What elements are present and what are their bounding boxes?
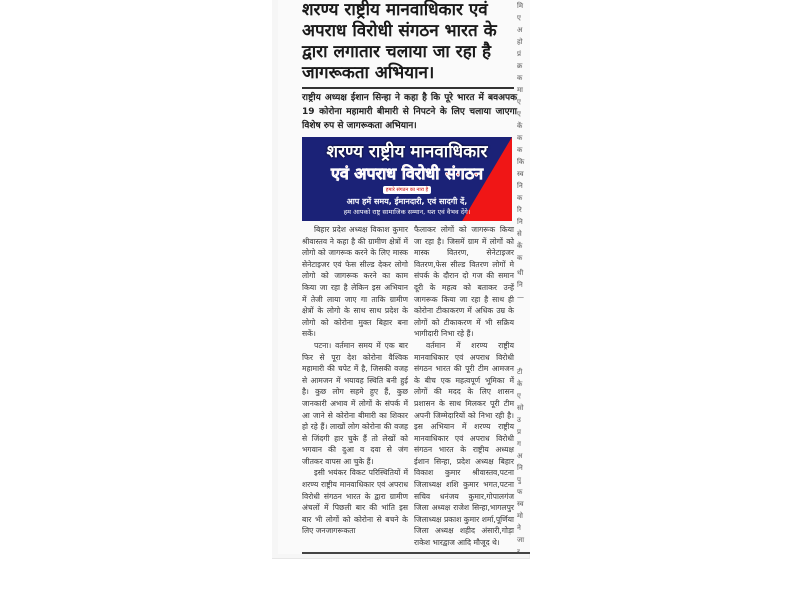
fragment-glyph: — (517, 293, 524, 301)
fragment-glyph: हो (517, 38, 523, 46)
article-column-1 (302, 224, 408, 549)
fragment-glyph: क (517, 254, 523, 262)
banner-tag: हमारे संगठन का नारा है (383, 186, 431, 194)
organization-banner-image (302, 137, 512, 221)
article-paragraph: वर्तमान में शरण्य राष्ट्रीय मानवाधिकार एवं अपराध विरोधी संगठन भारत की पूरी टीम आमजन के बीच एक महत्वपूर्ण भूमिका में लोगों की मदद के लिए शासन प्रशासन के साथ मिलकर पूरी टीम अपनी जिम्मेदारियों को निभा रही है। इस अभियान में शरण्य राष्ट्रीय मानवाधिकार एवं अपराध विरोधी संगठन भारत के राष्ट्रीय अध्यक्ष ईशान सिन्हा, प्रदेश अध्यक्ष बिहार विकाश कुमार श्रीवास्तव,पटना जिलाध्यक्ष शशि कुमार भगत,पटना सचिव धनंजय कुमार,गोपालगंज जिला अध्यक्ष राजेश सिन्हा,भागलपुर जिलाध्यक्ष प्रकाश कुमार शर्मा,पूर्णिया जिला अध्यक्ष शहीद अंसारी,गोड़ा राकेश भारद्वाज आदि मौजूद थे। (414, 340, 514, 548)
banner-line-2: एवं अपराध विरोधी संगठन (330, 164, 483, 183)
banner-line-3: आप हमें समय, ईमानदारी, एवं सादगी दें, (346, 197, 468, 206)
headline-divider (302, 87, 514, 89)
fragment-glyph: कें (517, 242, 523, 250)
fragment-glyph: नि (517, 182, 523, 190)
fragment-glyph: प्र (517, 428, 521, 436)
fragment-glyph: मि (517, 2, 523, 10)
fragment-glyph: कि (517, 158, 525, 166)
fragment-glyph: ए (517, 98, 521, 106)
fragment-glyph: ग (517, 440, 521, 448)
banner-line-4: हम आपको राष्ट्र सामाजिक सम्मान, यश एवं वैभव देंगे। (343, 208, 471, 216)
fragment-glyph: क (517, 134, 523, 142)
fragment-glyph: फ (517, 488, 523, 496)
fragment-glyph: रि (517, 206, 522, 214)
fragment-glyph: कें (517, 122, 523, 130)
newspaper-clipping (272, 0, 530, 559)
fragment-glyph: टी (517, 368, 523, 376)
fragment-glyph: नि (517, 218, 523, 226)
article-paragraph: फैलाकर लोगों को जागरूक किया जा रहा है। जिसमें ग्राम में लोगों को मास्क वितरण, सेनेटाइजर वितरण,फेस सील्ड वितरण लोगों मे संपर्क के दौरान दो गज की समान दूरी के महत्व को बताकर उन्हें जागरूक किया जा रहा है साथ ही कोरोना टीकाकरण में अधिक उम्र के लोगों को टीकाकरण में भी सक्रिय भागीदारी निभा रहे हैं। (414, 225, 514, 339)
subheadline: राष्ट्रीय अध्यक्ष ईशान सिन्हा ने कहा है कि पूरे भारत में बवअपक 19 कोरोना महामारी बीमारी से निपटने के लिए चलाया जाएगा विशेष रुप से जागरूकता अभियान। (302, 93, 517, 131)
banner-line-1: शरण्य राष्ट्रीय मानवाधिकार (326, 142, 488, 162)
clipping-paper (278, 0, 530, 554)
fragment-glyph: उ (517, 416, 521, 424)
fragment-glyph: ने (517, 524, 521, 532)
headline: शरण्य राष्ट्रीय मानवाधिकार एवं अपराध विरोधी संगठन भारत के द्वारा लगातार चलाया जा रहा है जागरूकता अभियान। (302, 0, 497, 83)
fragment-glyph: के (517, 380, 523, 388)
fragment-glyph: क (517, 146, 523, 154)
fragment-glyph: सो (517, 404, 524, 412)
article-paragraph: बिहार प्रदेश अध्यक्ष विकाश कुमार श्रीवास्तव ने कहा है की ग्रामीण क्षेत्रों में लोगो को जागरूक करने के लिए मास्क सेनेटाइजर एवं फेस सील्ड देकर लोगो लोगो को जागरूक करने का काम किया जा रहा है लेकिन इस अभियान में तेजी लाया जाए गा ताकि ग्रामीण क्षेत्रों के लोगो के साथ साथ प्रदेश के लोगो को कोरोना मुक्त बिहार बना सकें। (302, 225, 408, 339)
fragment-glyph: मा (517, 86, 523, 94)
fragment-glyph: अ (517, 26, 523, 34)
bottom-divider (302, 552, 530, 554)
fragment-glyph: नि (517, 464, 523, 472)
fragment-glyph: स्व (517, 500, 524, 508)
article (302, 0, 517, 554)
article-paragraph: पटना। वर्तमान समय में एक बार फिर से पूरा देश कोरोना वैश्विक महामारी की चपेट में है, जिसकी वजह से आमजन में भयावह स्थिति बनी हुई है। कुछ लोग सहमे हुए हैं, कुछ जानकारी अभाव में लोगों के संपर्क में आ जाने से कोरोना बीमारी का शिकार हो रहे हैं। लाखों लोग कोरोना की वजह से जिंदगी हार चुके हैं तो लेखों को भगवान की दुआ व दवा से जंग जीतकर वापस आ चुके हैं। (302, 340, 408, 466)
fragment-glyph: क (517, 194, 523, 202)
article-column-2 (414, 224, 514, 549)
fragment-glyph: अ (517, 452, 523, 460)
fragment-glyph: र (517, 548, 520, 556)
fragment-glyph: ए (517, 110, 521, 118)
fragment-glyph: ए (517, 392, 521, 400)
article-paragraph: इसी भयंकर विकट परिस्थितियों में शरण्य राष्ट्रीय मानवाधिकार एवं अपराध विरोधी संगठन भारत के द्वारा ग्रामीण अंचलों में पिछली बार की भांति इस बार भी लोगों को कोरोना से बचने के लिए जनजागरूकता (302, 468, 408, 536)
adjacent-column-fragment (517, 0, 531, 558)
fragment-glyph: प्रं (517, 50, 521, 58)
fragment-glyph: क (517, 74, 523, 82)
fragment-glyph: क्र (517, 62, 523, 70)
fragment-glyph: नि (517, 281, 523, 289)
article-columns (302, 224, 517, 549)
fragment-glyph: जा (517, 536, 525, 544)
fragment-glyph: पु (517, 476, 521, 484)
fragment-glyph: से (517, 230, 522, 238)
fragment-glyph: थी (517, 269, 524, 277)
fragment-glyph: स्व (517, 170, 524, 178)
fragment-glyph: मो (517, 512, 523, 520)
fragment-glyph: ए (517, 14, 521, 22)
